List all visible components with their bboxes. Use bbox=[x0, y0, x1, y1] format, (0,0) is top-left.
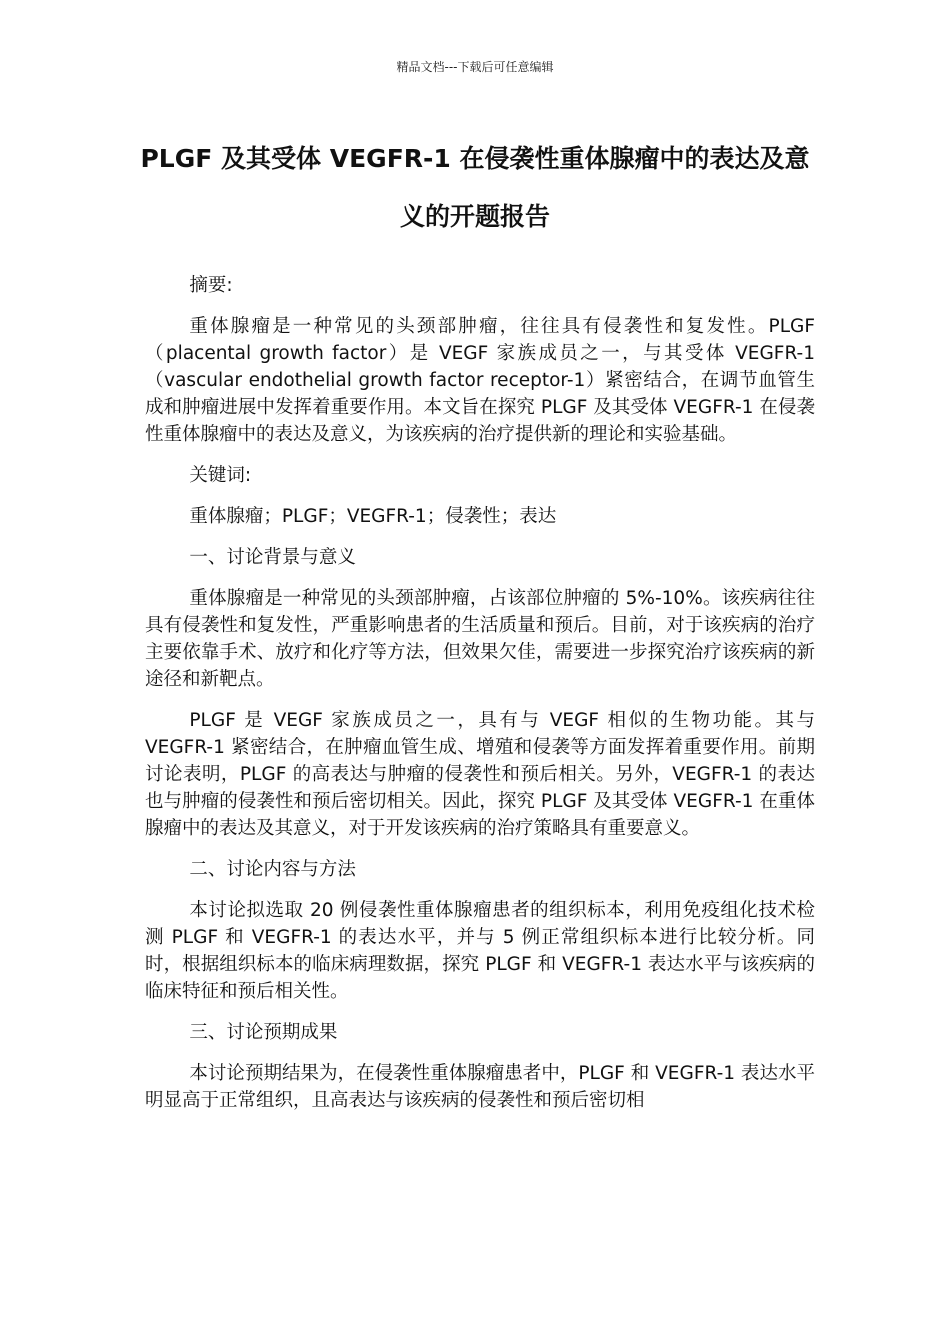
keywords-label: 关键词: bbox=[189, 465, 252, 486]
header-note: 精品文档---下载后可任意编辑 bbox=[396, 60, 554, 74]
abstract-paragraph: 重体腺瘤是一种常见的头颈部肿瘤，往往具有侵袭性和复发性。PLGF（placental growth factor）是 VEGF 家族成员之一，与其受体 VEGFR-1（vascular endothelial growth factor receptor-1）紧密结合，在调节血管生成和肿瘤进展中发挥着重要作用。本文旨在探究 PLGF 及其受体 VEGFR-1 在侵袭性重体腺瘤中的表达及意义，为该疾病的治疗提供新的理论和实验基础。 bbox=[145, 316, 815, 445]
expected-results-paragraph: 本讨论预期结果为，在侵袭性重体腺瘤患者中，PLGF 和 VEGFR-1 表达水平明显高于正常组织，且高表达与该疾病的侵袭性和预后密切相 bbox=[145, 1063, 815, 1111]
abstract-label: 摘要: bbox=[189, 275, 233, 296]
section-heading-background: 一、讨论背景与意义 bbox=[189, 547, 356, 568]
section-heading-expected-results: 三、讨论预期成果 bbox=[189, 1022, 338, 1043]
keywords-paragraph: 重体腺瘤；PLGF；VEGFR-1；侵袭性；表达 bbox=[189, 506, 557, 527]
background-paragraph-2: PLGF 是 VEGF 家族成员之一，具有与 VEGF 相似的生物功能。其与 VEGFR-1 紧密结合，在肿瘤血管生成、增殖和侵袭等方面发挥着重要作用。前期讨论表明，PLGF 的高表达与肿瘤的侵袭性和预后相关。另外，VEGFR-1 的表达也与肿瘤的侵袭性和预后密切相关。因此，探究 PLGF 及其受体 VEGFR-1 在重体腺瘤中的表达及其意义，对于开发该疾病的治疗策略具有重要意义。 bbox=[145, 710, 815, 839]
document-title: PLGF 及其受体 VEGFR-1 在侵袭性重体腺瘤中的表达及意义的开题报告 bbox=[140, 144, 810, 231]
methods-paragraph: 本讨论拟选取 20 例侵袭性重体腺瘤患者的组织标本，利用免疫组化技术检测 PLGF 和 VEGFR-1 的表达水平，并与 5 例正常组织标本进行比较分析。同时，根据组织标本的临床病理数据，探究 PLGF 和 VEGFR-1 表达水平与该疾病的临床特征和预后相关性。 bbox=[145, 900, 815, 1002]
document-body bbox=[145, 272, 815, 1114]
section-heading-methods: 二、讨论内容与方法 bbox=[189, 859, 356, 880]
background-paragraph-1: 重体腺瘤是一种常见的头颈部肿瘤，占该部位肿瘤的 5%-10%。该疾病往往具有侵袭性和复发性，严重影响患者的生活质量和预后。目前，对于该疾病的治疗主要依靠手术、放疗和化疗等方法，但效果欠佳，需要进一步探究治疗该疾病的新途径和新靶点。 bbox=[145, 588, 815, 690]
